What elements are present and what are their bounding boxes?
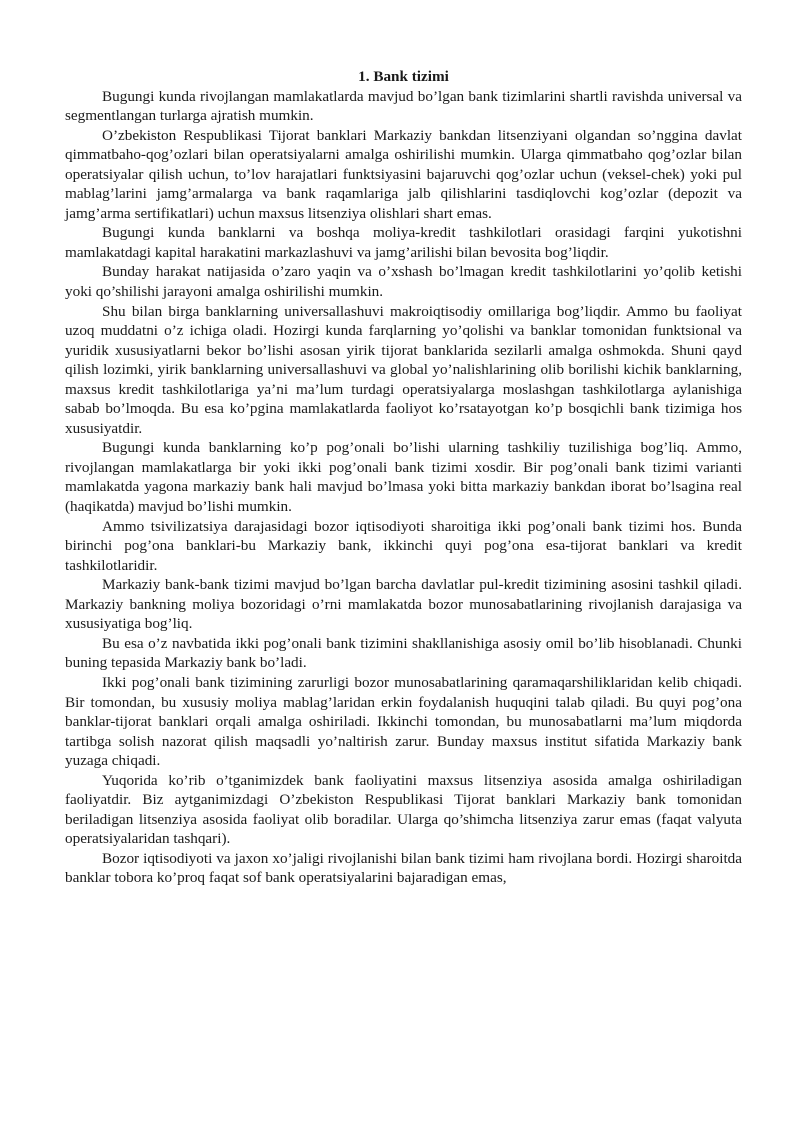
paragraph: Ikki pog’onali bank tizimining zarurligi bozor munosabatlarining qaramaqarshiliklaridan kelib chiqadi. Bir tomondan, bu xususiy moliya mablag’laridan erkin foydalanish huquqini talab qiladi. Bu quyi pog’ona banklar-tijorat banklari orqali amalga oshiriladi. Ikkinchi tomondan, bu munosabatlarni ma’lum miqdorda tartibga solish nazorat qilish maqsadli yo’naltirish zarur. Bunday maxsus institut sifatida Markaziy bank yuzaga chiqadi. bbox=[65, 673, 742, 770]
paragraph: Bozor iqtisodiyoti va jaxon xo’jaligi rivojlanishi bilan bank tizimi ham rivojlana bordi. Hozirgi sharoitda banklar tobora ko’proq faqat sof bank operatsiyalarini bajaradigan emas, bbox=[65, 849, 742, 887]
paragraph: Ammo tsivilizatsiya darajasidagi bozor iqtisodiyoti sharoitiga ikki pog’onali bank tizimi hos. Bunda birinchi pog’ona banklari-bu Markaziy bank, ikkinchi quyi pog’ona esa-tijorat banklari va kredit tashkilotlaridir. bbox=[65, 517, 742, 574]
paragraph: Bugungi kunda rivojlangan mamlakatlarda mavjud bo’lgan bank tizimlarini shartli ravishda universal va segmentlangan turlarga ajratish mumkin. bbox=[65, 87, 742, 125]
paragraph: O’zbekiston Respublikasi Tijorat banklari Markaziy bankdan litsenziyani olgandan so’nggina davlat qimmatbaho-qog’ozlari bilan operatsiyalarni amalga oshirilishi mumkin. Ularga qimmatbaho qog’ozlar bilan operatsiyalar qilish uchun, to’lov harajatlari funktsiyasini bajaruvchi qog’ozlar uchun (veksel-chek) yoki pul mablag’larini jamg’armalarga va bank raqamlariga jalb qilishlarini tasdiqlovchi kog’ozlar (depozit va jamg’arma sertifikatlari) uchun maxsus litsenziya olishlari shart emas. bbox=[65, 126, 742, 222]
paragraph: Bunday harakat natijasida o’zaro yaqin va o’xshash bo’lmagan kredit tashkilotlarini yo’qolib ketishi yoki qo’shilishi jarayoni amalga oshirilishi mumkin. bbox=[65, 263, 742, 301]
paragraph: Markaziy bank-bank tizimi mavjud bo’lgan barcha davlatlar pul-kredit tizimining asosini tashkil qiladi. Markaziy bankning moliya bozoridagi o’rni mamlakatda bozor munosabatlarining rivojlanish darajasiga va xususiyatiga bog’liq. bbox=[65, 576, 742, 633]
paragraph: Bu esa o’z navbatida ikki pog’onali bank tizimini shakllanishiga asosiy omil bo’lib hisoblanadi. Chunki buning tepasida Markaziy bank bo’ladi. bbox=[65, 634, 742, 672]
paragraph: Bugungi kunda banklarning ko’p pog’onali bo’lishi ularning tashkiliy tuzilishiga bog’liq. Ammo, rivojlangan mamlakatlarga bir yoki ikki pog’onali bank tizimi xosdir. Bir pog’onali bank tizimi varianti mamlakatda yagona markaziy bank hali mavjud bo’lmasa yoki bitta markaziy bankdan iborat bo’lsagina real (haqikatda) mavjud bo’lishi mumkin. bbox=[65, 439, 742, 516]
paragraph: Bugungi kunda banklarni va boshqa moliya-kredit tashkilotlari orasidagi farqini yukotishni mamlakatdagi kapital harakatini markazlashuvi va jamg’arilishi bilan bevosita bog’liqdir. bbox=[65, 224, 742, 261]
document-title: 1. Bank tizimi bbox=[358, 68, 449, 85]
paragraph: Shu bilan birga banklarning universallashuvi makroiqtisodiy omillariga bog’liqdir. Ammo bu faoliyat uzoq muddatni o’z ichiga oladi. Hozirgi kunda farqlarning yo’qolishi va banklar tomonidan funktsional va yuridik xususiyatlarni bekor bo’lishi asosan yirik tijorat banklarida sezilarli amalga oshmokda. Shuni qayd qilish lozimki, yirik banklarning universallashuvi va global yo’nalishlarining olib borilishi kichik banklarning, maxsus kredit tashkilotlariga ya’ni ma’lum turdagi operatsiyalarga moslashgan tashkilotlarga aylanishiga sabab bo’lmoqda. Bu esa ko’pgina mamlakatlarda faoliyot ko’rsatayotgan ko’p bosqichli bank tizimiga hos xususiyatdir. bbox=[65, 302, 742, 437]
document-page bbox=[65, 67, 742, 888]
paragraph: Yuqorida ko’rib o’tganimizdek bank faoliyatini maxsus litsenziya asosida amalga oshiriladigan faoliyatdir. Biz aytganimizdagi O’zbekiston Respublikasi Tijorat banklari Markaziy bank tomonidan beriladigan litsenziya asosida faoliyat olib boradilar. Ularga qo’shimcha litsenziya zarur emas (faqat valyuta operatsiyalaridan tashqari). bbox=[65, 771, 742, 848]
